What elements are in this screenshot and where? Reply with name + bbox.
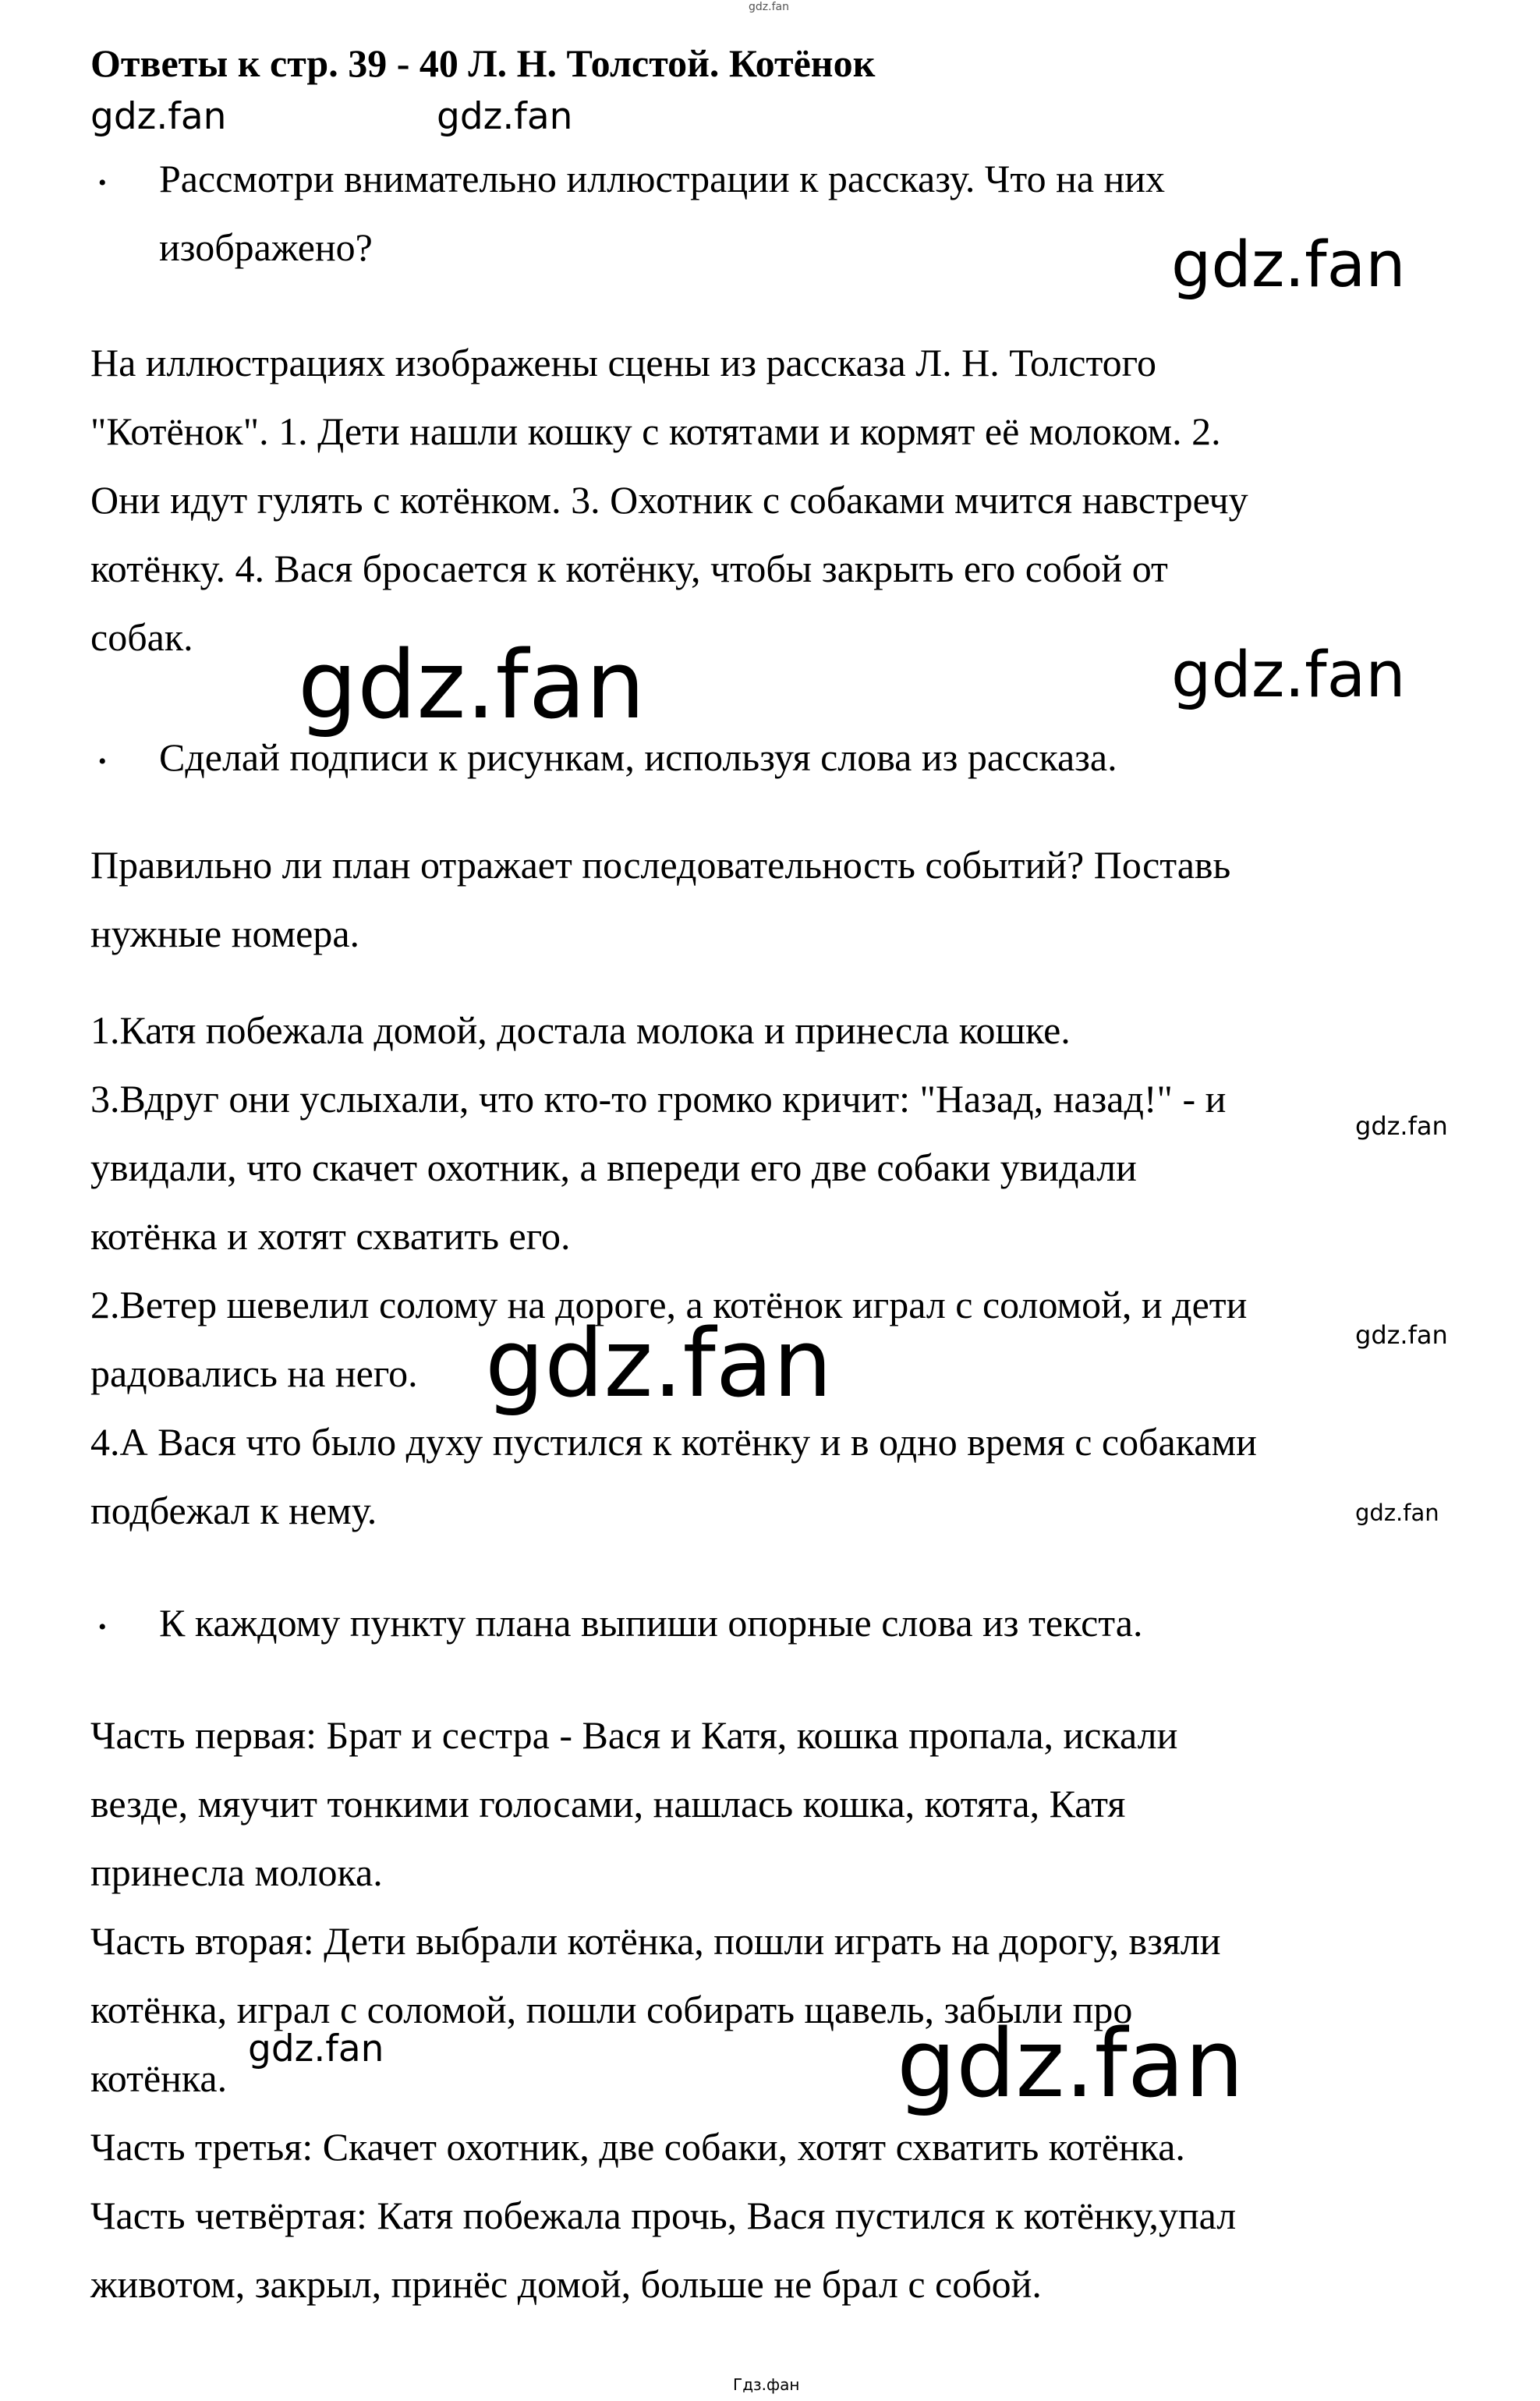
part-4-line-1: Часть четвёртая: Катя побежала прочь, Вася пустился к котёнку,упал [90, 2194, 1237, 2237]
watermark: gdz.fan [1171, 228, 1406, 302]
top-watermark: gdz.fan [749, 1, 789, 13]
part-1-line-2: везде, мяучит тонкими голосами, нашлась кошка, котята, Катя [90, 1782, 1126, 1826]
part-1-line-1: Часть первая: Брат и сестра - Вася и Катя, кошка пропала, искали [90, 1713, 1178, 1757]
question-2: Сделай подписи к рисункам, используя слова из рассказа. [159, 735, 1117, 779]
watermark-large: gdz.fan [897, 2010, 1244, 2119]
part-2-line-3: котёнка. [90, 2056, 228, 2100]
answer-1-line-1: На иллюстрациях изображены сцены из рассказа Л. Н. Толстого [90, 341, 1156, 384]
plan-item-3-line-1: 3.Вдруг они услыхали, что кто-то громко кричит: "Назад, назад!" - и [90, 1077, 1227, 1121]
plan-item-2-line-2: радовались на него. [90, 1351, 418, 1395]
part-2-line-2: котёнка, играл с соломой, пошли собирать щавель, забыли про [90, 1988, 1133, 2031]
watermark: gdz.fan [437, 95, 573, 138]
question-1-line-1: Рассмотри внимательно иллюстрации к рассказу. Что на них [159, 157, 1166, 200]
watermark-small: gdz.fan [1355, 1111, 1448, 1141]
answer-1-line-5: собак. [90, 615, 193, 659]
bullet-mark: • [98, 170, 107, 196]
part-3: Часть третья: Скачет охотник, две собаки, хотят схватить котёнка. [90, 2125, 1185, 2169]
plan-item-2-line-1: 2.Ветер шевелил солому на дороге, а котёнок играл с соломой, и дети [90, 1283, 1248, 1326]
watermark-small: gdz.fan [1355, 1320, 1448, 1350]
bullet-mark: • [98, 749, 107, 774]
question-3: К каждому пункту плана выпиши опорные слова из текста. [159, 1601, 1143, 1645]
bullet-mark: • [98, 1614, 107, 1640]
part-2-line-1: Часть вторая: Дети выбрали котёнка, пошли играть на дорогу, взяли [90, 1919, 1221, 1963]
plan-item-3-line-3: котёнка и хотят схватить его. [90, 1214, 571, 1258]
answer-1-line-2: "Котёнок". 1. Дети нашли кошку с котятами и кормят её молоком. 2. [90, 409, 1221, 453]
watermark-large: gdz.fan [298, 632, 646, 740]
answer-1-line-4: котёнку. 4. Вася бросается к котёнку, чтобы закрыть его собой от [90, 547, 1168, 590]
watermark: gdz.fan [1171, 639, 1406, 712]
part-4-line-2: животом, закрыл, принёс домой, больше не брал с собой. [90, 2262, 1042, 2306]
watermark-large: gdz.fan [485, 1310, 833, 1418]
plan-item-3-line-2: увидали, что скачет охотник, а впереди его две собаки увидали [90, 1146, 1137, 1189]
plan-item-4-line-2: подбежал к нему. [90, 1489, 377, 1532]
part-1-line-3: принесла молока. [90, 1850, 383, 1894]
watermark: gdz.fan [90, 95, 227, 138]
plan-item-4-line-1: 4.А Вася что было духу пустился к котёнку и в одно время с собаками [90, 1420, 1257, 1464]
plan-question-line-1: Правильно ли план отражает последовательность событий? Поставь [90, 843, 1231, 887]
question-1-line-2: изображено? [159, 225, 373, 269]
page-title: Ответы к стр. 39 - 40 Л. Н. Толстой. Котёнок [90, 41, 876, 85]
footer-watermark: Гдз.фан [733, 2375, 800, 2394]
answer-1-line-3: Они идут гулять с котёнком. 3. Охотник с собаками мчится навстречу [90, 478, 1248, 522]
plan-item-1: 1.Катя побежала домой, достала молока и принесла кошке. [90, 1008, 1071, 1052]
plan-question-line-2: нужные номера. [90, 912, 360, 955]
watermark-small: gdz.fan [1355, 1500, 1439, 1526]
watermark: gdz.fan [248, 2027, 384, 2070]
